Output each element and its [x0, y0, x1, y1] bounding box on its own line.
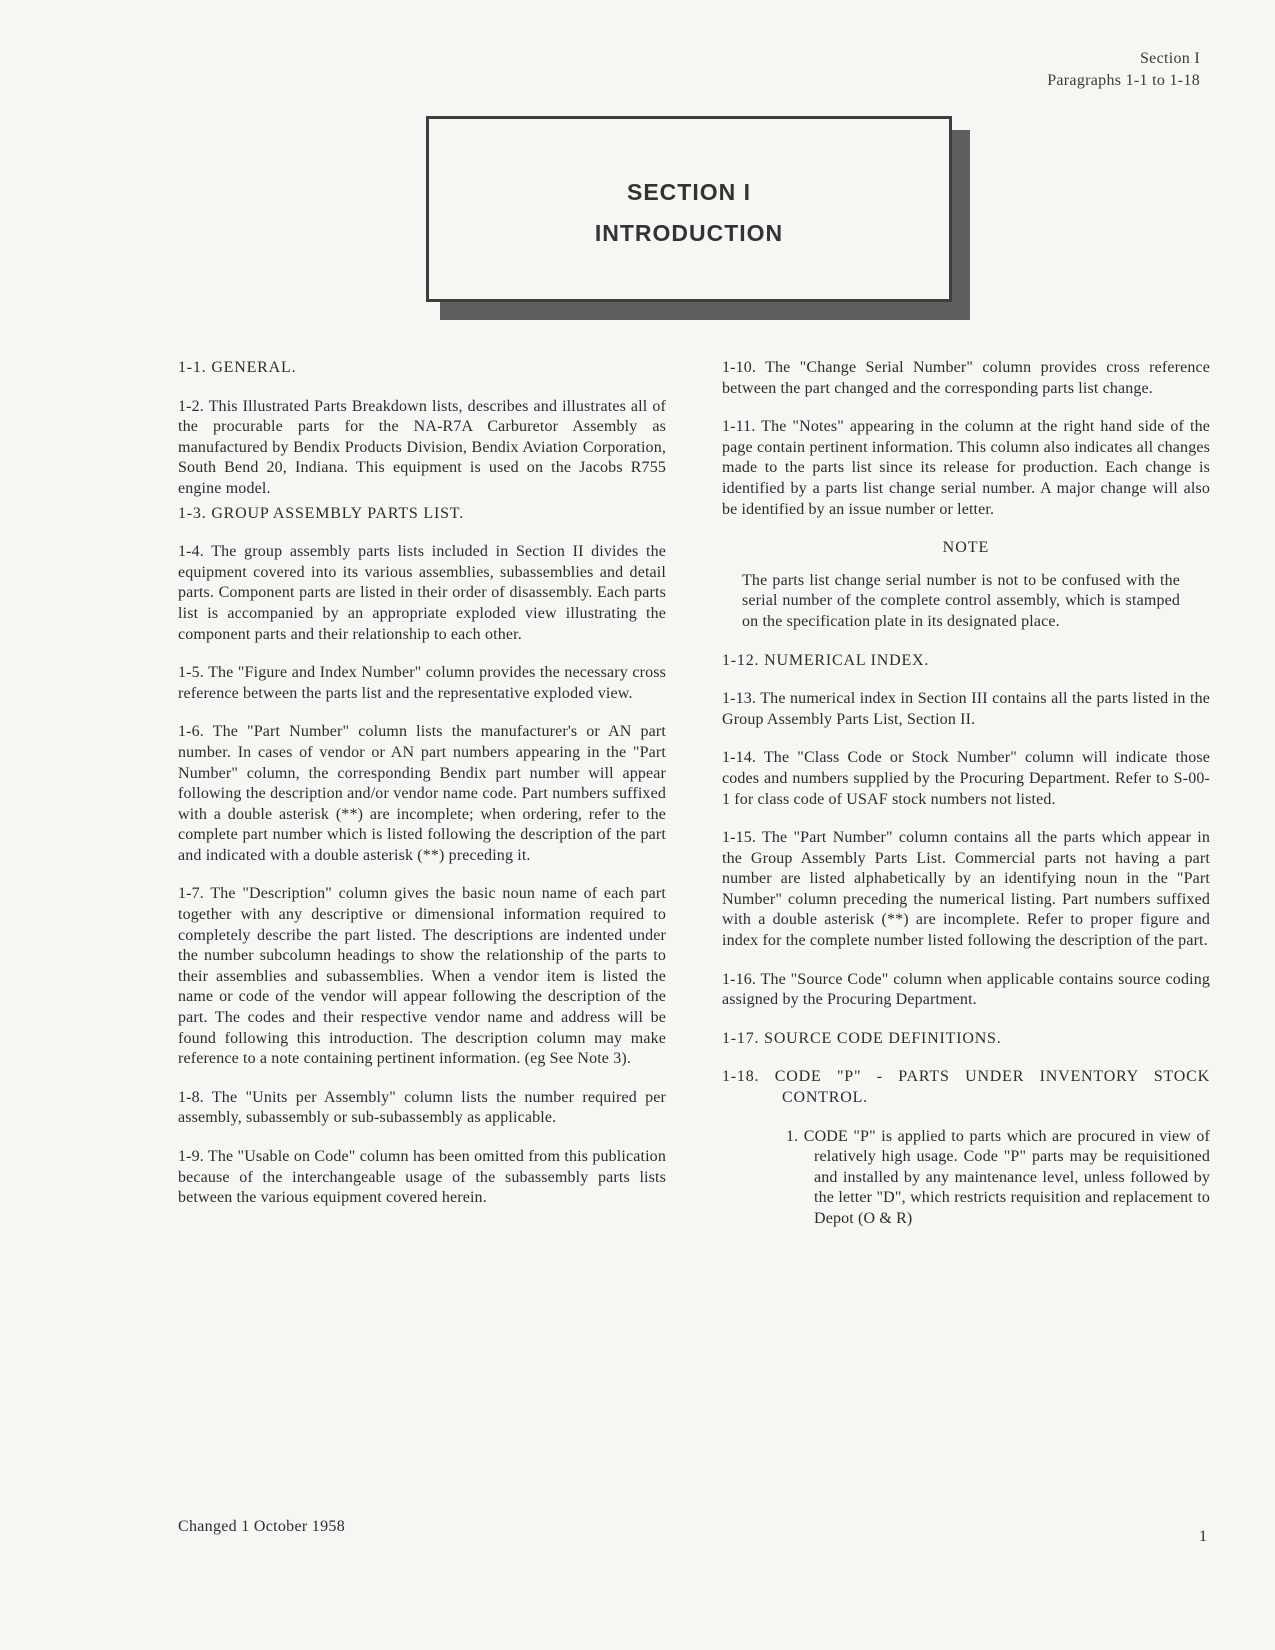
paragraph-1-3: 1-3. GROUP ASSEMBLY PARTS LIST. [178, 504, 464, 522]
paragraph-1-14: 1-14. The "Class Code or Stock Number" column will indicate those codes and numbers supplied by the Procuring Department. Refer to S-00-1 for class code of USAF stock numbers not listed. [722, 749, 1210, 808]
paragraph-1-8: 1-8. The "Units per Assembly" column lists the number required per assembly, subassembly or sub-subassembly as applicable. [178, 1088, 666, 1127]
paragraph-1-5: 1-5. The "Figure and Index Number" column provides the necessary cross reference between the parts list and the representative exploded view. [178, 664, 666, 702]
paragraph-1-7: 1-7. The "Description" column gives the basic noun name of each part together with any descriptive or dimensional information required to completely describe the part listed. The descriptions are indented under the number subcolumn headings to show the relationship of the parts to their assemblies and subassemblies. When a vendor item is listed the name or code of the vendor will appear following the description of the part. The codes and their respective vendor name and address will be found following this introduction. The description column may make reference to a note containing pertinent information. (eg See Note 3). [178, 885, 666, 1068]
left-column [178, 358, 666, 1227]
paragraph-1-17: 1-17. SOURCE CODE DEFINITIONS. [722, 1029, 1002, 1047]
paragraph-1-10: 1-10. The "Change Serial Number" column provides cross reference between the part changed and the corresponding parts list change. [722, 359, 1210, 397]
paragraph-1-16: 1-16. The "Source Code" column when applicable contains source coding assigned by the Procuring Department. [722, 970, 1210, 1009]
note-heading: NOTE [942, 539, 990, 557]
right-column [722, 358, 1210, 1248]
paragraph-1-6: 1-6. The "Part Number" column lists the manufacturer's or AN part number. In cases of vendor or AN part numbers appearing in the "Part Number" column, the corresponding Bendix part number will appear following the description and/or vendor name code. Part numbers suffixed with a double asterisk (**) are incomplete; when ordering, refer to the complete part number which is listed following the description of the part and indicated with a double asterisk (**) preceding it. [178, 723, 666, 864]
header-paragraphs: Paragraphs 1-1 to 1-18 [1047, 72, 1200, 89]
paragraph-1-1: 1-1. GENERAL. [178, 359, 297, 376]
paragraph-1-4: 1-4. The group assembly parts lists included in Section II divides the equipment covered into its various assemblies, subassemblies and detail parts. Component parts are listed in their order of disassembly. Each parts list is accompanied by an appropriate exploded view illustrating the component parts and their relationship to each other. [178, 543, 666, 643]
paragraph-1-18: 1-18. CODE "P" - PARTS UNDER INVENTORY STOCK CONTROL. [722, 1068, 1210, 1107]
section-subtitle: INTRODUCTION [594, 220, 784, 246]
paragraph-1-15: 1-15. The "Part Number" column contains all the parts which appear in the Group Assembly Parts List. Commercial parts not having a part number are listed alphabetically by an identifying noun in the "Part Number" column preceding the numerical listing. Part numbers suffixed with a double asterisk (**) are incomplete. Refer to proper figure and index for the complete number listed following the description of the part. [722, 829, 1210, 950]
header-section: Section I [1139, 50, 1200, 67]
paragraph-1-18-item-1: 1. CODE "P" is applied to parts which are procured in view of relatively high usage. Code "P" parts may be requisitioned and installed by any maintenance level, unless followed by the letter "D", which restricts requisition and replacement to Depot (O & R) [786, 1127, 1210, 1227]
paragraph-1-13: 1-13. The numerical index in Section III contains all the parts listed in the Group Assembly Parts List, Section II. [722, 690, 1210, 728]
note-body: The parts list change serial number is not to be confused with the serial number of the complete control assembly, which is stamped on the specification plate in its designated place. [742, 571, 1180, 630]
change-date: Changed 1 October 1958 [178, 1518, 346, 1535]
paragraph-1-2: 1-2. This Illustrated Parts Breakdown lists, describes and illustrates all of the procurable parts for the NA-R7A Carburetor Assembly as manufactured by Bendix Products Division, Bendix Aviation Corporation, South Bend 20, Indiana. This equipment is used on the Jacobs R755 engine model. [178, 397, 666, 497]
paragraph-1-9: 1-9. The "Usable on Code" column has been omitted from this publication because of the interchangeable usage of the subassembly parts lists between the various equipment covered herein. [178, 1148, 666, 1207]
paragraph-1-12: 1-12. NUMERICAL INDEX. [722, 651, 930, 669]
paragraph-1-11: 1-11. The "Notes" appearing in the column at the right hand side of the page contain pertinent information. This column also indicates all changes made to the parts list since its release for production. Each change is identified by a parts list change serial number. A major change will also be identified by an issue number or letter. [722, 418, 1210, 518]
section-title: SECTION I [626, 179, 751, 205]
page-number: 1 [1199, 1528, 1207, 1545]
page-header [1047, 48, 1200, 92]
title-box [426, 116, 952, 302]
